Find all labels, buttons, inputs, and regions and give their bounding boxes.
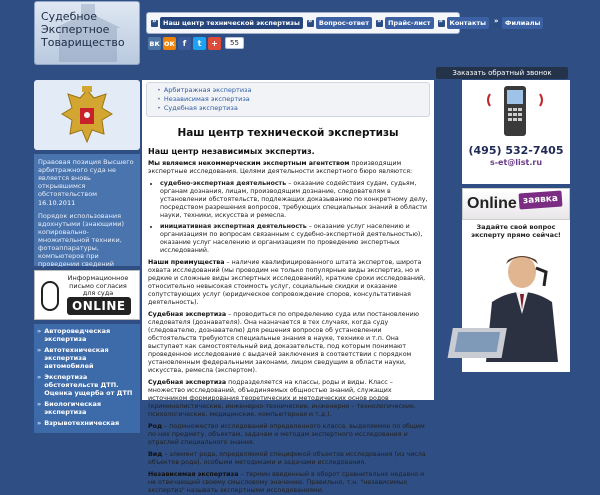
news-text[interactable]: Правовая позиция Высшего арбитражного суда не является вновь открывшимся обстоятельством — [38, 158, 134, 198]
left-sidebar — [34, 80, 140, 427]
nav-bullet-icon — [307, 20, 314, 27]
mouse-icon — [41, 281, 59, 311]
paragraph-text: – наличие квалифицированного штата экспертов, широта охвата исследований (мы проводим не только популярные виды экспертиз, но и редкие и сложные виды экспертных исследований), краткие сроки исследований, относительно невысокая стоимость услуг, социальные скидки и оказание сопутствующих услуг (юридическое сопровождение споров, консультативная деятельность). — [148, 259, 426, 306]
paragraph — [148, 451, 430, 467]
bullet-icon: » — [37, 327, 42, 335]
paragraph — [148, 423, 430, 447]
logo-line-2: Экспертное — [41, 23, 110, 36]
logo-line-3: Товарищество — [41, 36, 125, 49]
news-date: 16.10.2011 — [38, 199, 76, 207]
logo-line-1: Судебное — [41, 10, 98, 23]
paragraph-text: – проводиться по определению суда или постановлению следователя (дознавателя). Она назначается в тех случаях, когда суду (следователю, дознавателю) для решения вопросов об установлении обстоятельств требуются специальные знания в науке, технике и т.п. Она выступает как самостоятельный вид доказательств, под которым понимают проведенное исследование с выдачей заключения в соответствии с порядком установленным федеральными законами, лицом сведущим в области науки, искусства, ремесла (экспертом). — [148, 311, 420, 374]
nav-item-label: Наш центр технической экспертизы — [160, 17, 303, 29]
bullet-icon: » — [37, 346, 42, 354]
category-link[interactable]: • Арбитражная экспертиза — [157, 86, 425, 95]
category-links — [146, 82, 430, 117]
paragraph-text: подразделяется на классы, роды и виды. Класс – множество исследований, объединяемых общностью знаний, служащих источником формирования теоретических и методических основ родов (криминалистические, инженерно-технические, инженерно – технологические, психологические, медицинские, компьютерная и т.д.). — [148, 379, 416, 418]
phone-icon — [484, 80, 546, 142]
nav-item-label: Филиалы — [502, 17, 543, 29]
social-share-bar — [148, 36, 244, 50]
main-content — [142, 80, 434, 494]
nav-item-contacts[interactable] — [438, 17, 489, 29]
paragraph-text: – подмножество исследований определенного класса, выделяемое по общим по них предмету, объектам, задачам и методам экспертного исследования и отраслей специального знания. — [148, 423, 425, 446]
odnoklassniki-icon[interactable]: ок — [164, 38, 175, 48]
category-link[interactable]: • Судебная экспертиза — [157, 104, 425, 113]
news-item[interactable] — [38, 212, 136, 277]
service-link[interactable] — [37, 419, 137, 427]
nav-item-faq[interactable] — [307, 17, 372, 29]
nav-bullet-icon — [151, 20, 158, 27]
service-link[interactable] — [37, 400, 137, 416]
online-letter-banner[interactable] — [34, 270, 140, 320]
service-link[interactable] — [37, 327, 137, 343]
banner-text: Информационное письмо согласия для суда — [67, 274, 129, 297]
list-item-text: – оказание услуг населению и организациям по вопросам связанным с судебно-экспертной деятельностью), оказание услуг населению и организациям по проведению экспертных исследований. — [160, 223, 423, 254]
paragraph-text: – термин введенный в оборот сравнительно недавно и не отвечающий своему смысловому значению. Правильно, т.н. "независимых экспертиз" называть экспертными исследованиями. — [148, 471, 425, 494]
phone-number[interactable]: (495) 532-7405 — [468, 144, 564, 157]
expert-photo — [462, 242, 570, 372]
russian-coat-of-arms-icon — [58, 84, 116, 146]
nav-item-label: Прайс-лист — [385, 17, 434, 29]
paragraph-bold: Мы являемся некоммерческим экспертным агентством — [148, 160, 350, 167]
goals-list — [160, 180, 430, 255]
nav-item-price[interactable] — [376, 17, 434, 29]
paragraph-bold: Судебная экспертиза — [148, 379, 227, 386]
top-navigation — [146, 12, 541, 34]
category-link[interactable]: • Независимая экспертиза — [157, 95, 425, 104]
list-item-bold: судебно-экспертная деятельность — [160, 180, 287, 187]
news-text[interactable]: Порядок использования вдохнутыми (знающими) копировально-множительной техники, фотоаппаратуры, компьютеров при проведении сведений — [38, 212, 125, 268]
site-logo[interactable] — [34, 1, 140, 65]
google-plus-icon[interactable]: + — [208, 37, 221, 50]
paragraph-text: производящим экспертные исследования. Целями деятельности экспертного бюро являются: — [148, 160, 413, 175]
paragraph — [148, 160, 430, 176]
paragraph-text: – элемент рода, определяемой спецификой объектов исследования (из числа объектов рода), особыми методиками и задачами исследования. — [148, 451, 426, 466]
service-link[interactable] — [37, 373, 137, 397]
twitter-icon[interactable]: t — [193, 37, 206, 50]
online-label: ONLINE — [67, 297, 131, 315]
businessman-with-laptop-icon — [462, 242, 570, 372]
list-item-text: – оказание содействия судам, судьям, органам дознания, лицам, производящим дознание, следователям в установлении обстоятельств, подлежащих доказыванию по конкретному делу, посредством разрешения вопросов, требующих специальных знаний в области науки, техники, искусства и ремесла. — [160, 180, 428, 219]
paragraph — [148, 311, 430, 375]
vk-icon[interactable]: вк — [149, 38, 160, 48]
list-item — [160, 180, 430, 220]
nav-item-label: Вопрос-ответ — [316, 17, 372, 29]
service-label: Взрывотехническая — [44, 419, 120, 427]
bullet-icon: » — [37, 400, 42, 408]
list-item — [160, 223, 430, 255]
paragraph-bold: Судебная экспертиза — [148, 311, 227, 318]
news-block — [34, 154, 140, 266]
nav-item-branches[interactable] — [493, 17, 543, 29]
service-label: Экспертиза обстоятельств ДТП. Оценка ущерба от ДТП — [44, 373, 133, 397]
online-label: Online — [467, 195, 517, 212]
service-link[interactable] — [37, 346, 137, 370]
service-label: Автотехническая экспертиза автомобилей — [44, 346, 109, 370]
nav-bullet-icon — [438, 20, 445, 27]
list-item-bold: инициативная экспертная деятельность — [160, 223, 307, 230]
paragraph — [148, 259, 430, 307]
right-sidebar — [462, 80, 570, 400]
nav-item-center[interactable] — [151, 17, 303, 29]
page-subtitle: Наш центр независимых экспертиз. — [148, 147, 315, 156]
share-count: 55 — [225, 37, 244, 49]
email-address[interactable]: s-et@list.ru — [489, 158, 543, 167]
nav-bullet-icon — [376, 20, 383, 27]
page-title: Наш центр технической экспертизы — [177, 127, 399, 139]
news-item[interactable] — [38, 158, 136, 207]
paragraph-bold: Род — [148, 423, 163, 430]
services-list — [34, 324, 140, 433]
phone-banner[interactable] — [462, 80, 570, 184]
bullet-icon: » — [37, 419, 42, 427]
service-label: Автороведческая экспертиза — [44, 327, 111, 343]
order-label: заявка — [518, 191, 562, 210]
nav-bullet-icon — [493, 20, 500, 27]
ask-expert-text[interactable]: Задайте свой вопрос эксперту прямо сейчас! — [462, 220, 570, 242]
paragraph-bold: Наши преимущества — [148, 259, 225, 266]
online-order-banner[interactable] — [462, 188, 570, 220]
facebook-icon[interactable]: f — [178, 37, 191, 50]
bullet-icon: » — [37, 373, 42, 381]
paragraph — [148, 379, 430, 419]
paragraph — [148, 471, 430, 495]
service-label: Биологическая экспертиза — [44, 400, 102, 416]
emblem-box — [34, 80, 140, 150]
paragraph-bold: Независимая экспертиза — [148, 471, 239, 478]
paragraph-bold: Вид — [148, 451, 163, 458]
nav-item-label: Контакты — [447, 17, 489, 29]
callback-button[interactable]: Заказать обратный звонок — [436, 67, 568, 79]
